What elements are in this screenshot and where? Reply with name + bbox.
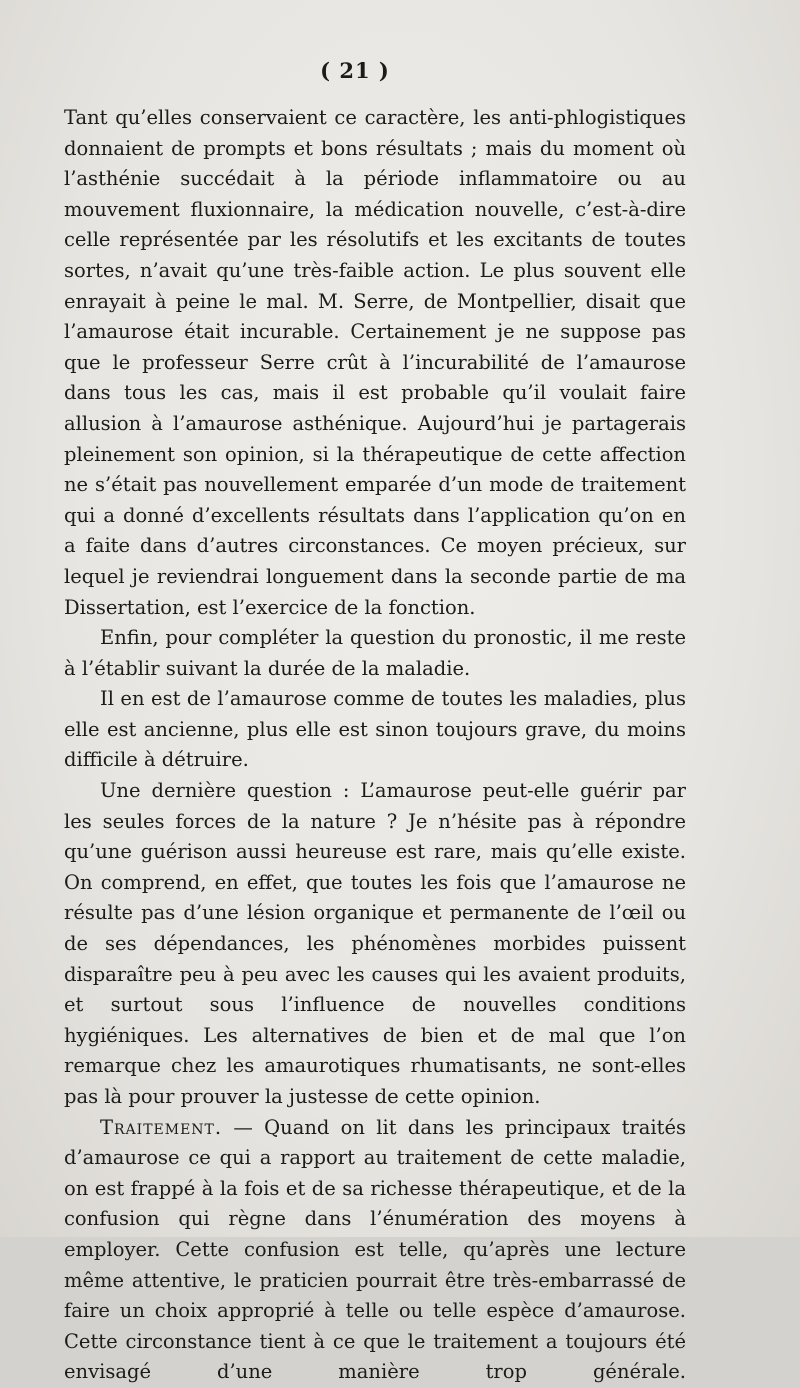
section-heading-traitement: Traitement. <box>100 1115 223 1139</box>
paragraph-traitement <box>64 1113 686 1388</box>
paragraph-spontaneous-cure: Une dernière question : L’amaurose peut-elle guérir par les seules forces de la nature ? Je n’hésite pas à répondre qu’une guérison aussi heureuse est rare, mais qu’elle existe. On comprend, en effet, que toutes les fois que l’amaurose ne résulte pas d’une lésion organique et permanente de l’œil ou de ses dépendances, les phénomènes morbides puissent disparaître peu à peu avec les causes qui les avaient produits, et surtout sous l’influence de nouvelles conditions hygiéniques. Les alternatives de bien et de mal que l’on remarque chez les amaurotiques rhumatisants, ne sont-elles pas là pour prouver la justesse de cette opinion. <box>64 779 686 1108</box>
page-number: ( 21 ) <box>320 58 390 83</box>
paragraph-chronic-amaurosis: Il en est de l’amaurose comme de toutes les maladies, plus elle est ancienne, plus elle est sinon toujours grave, du moins difficile à détruire. <box>64 687 686 772</box>
paragraph-traitement-text: — Quand on lit dans les principaux traités d’amaurose ce qui a rapport au traitement de cette maladie, on est frappé à la fois et de sa richesse thérapeutique, et de la confusion qui règne dans l’énumération des moyens à employer. Cette confusion est telle, qu’après une lecture même attentive, le praticien pourrait être très-embarrassé de faire un choix approprié à telle ou telle espèce d’amaurose. Cette circonstance tient à ce que le traitement a toujours été envisagé d’une manière trop générale. <box>64 1115 686 1384</box>
page-text <box>64 103 686 1388</box>
paragraph-pronostic-duration: Enfin, pour compléter la question du pronostic, il me reste à l’établir suivant la durée de la maladie. <box>64 626 686 680</box>
paragraph-asthenia: Tant qu’elles conservaient ce caractère, les anti-phlogistiques donnaient de prompts et bons résultats ; mais du moment où l’asthénie succédait à la période inflammatoire ou au mouvement fluxionnaire, la médication nouvelle, c’est-à-dire celle représentée par les résolutifs et les excitants de toutes sortes, n’avait qu’une très-faible action. Le plus souvent elle enrayait à peine le mal. M. Serre, de Montpellier, disait que l’amaurose était incurable. Certainement je ne suppose pas que le professeur Serre crût à l’incurabilité de l’amaurose dans tous les cas, mais il est probable qu’il voulait faire allusion à l’amaurose asthénique. Aujourd’hui je partagerais pleinement son opinion, si la thérapeutique de cette affection ne s’était pas nouvellement emparée d’un mode de traitement qui a donné d’excellents résultats dans l’application qu’on en a faite dans d’autres circonstances. Ce moyen précieux, sur lequel je reviendrai longuement dans la seconde partie de ma Dissertation, est l’exercice de la fonction. <box>64 106 686 619</box>
